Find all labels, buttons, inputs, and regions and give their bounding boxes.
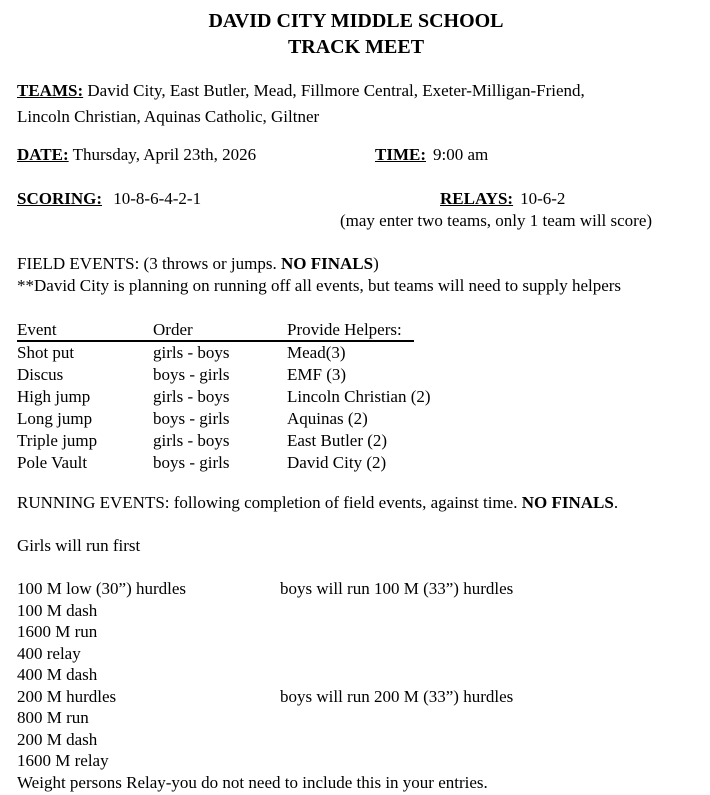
relays-value: 10-6-2 — [520, 189, 566, 208]
helpers-cell: Lincoln Christian (2) — [287, 387, 431, 406]
field-events-heading-text: FIELD EVENTS: (3 throws or jumps. — [17, 254, 281, 273]
field-events-no-finals: NO FINALS — [280, 254, 374, 273]
teams-section — [17, 78, 695, 130]
running-events-list — [17, 578, 695, 772]
run-event-name: 800 M run — [17, 708, 89, 727]
field-events-table-header — [17, 320, 414, 342]
table-row — [17, 342, 695, 364]
event-cell: Pole Vault — [17, 453, 88, 472]
table-row — [17, 364, 695, 386]
event-cell: Shot put — [17, 343, 75, 362]
running-events-heading-period: . — [613, 493, 619, 512]
list-item — [17, 729, 695, 751]
title-line-event: TRACK MEET — [287, 36, 425, 58]
list-item — [17, 643, 695, 665]
field-events-heading-close: ) — [373, 254, 379, 273]
header-helpers: Provide Helpers: — [287, 320, 402, 339]
event-cell: Triple jump — [17, 431, 98, 450]
run-event-boys-note: boys will run 100 M (33”) hurdles — [280, 579, 514, 598]
field-events-table — [17, 320, 695, 474]
order-cell: girls - boys — [153, 387, 230, 406]
page-title — [17, 8, 695, 60]
helpers-cell: Aquinas (2) — [287, 409, 368, 428]
time-block — [375, 144, 488, 166]
field-events-heading — [17, 253, 695, 275]
list-item — [17, 600, 695, 622]
running-events-heading-text: RUNNING EVENTS: following completion of field events, against time. — [17, 493, 522, 512]
run-event-name: 1600 M run — [17, 622, 98, 641]
scoring-relays-row — [17, 188, 695, 210]
teams-list-line1: David City, East Butler, Mead, Fillmore Central, Exeter-Milligan-Friend, — [87, 81, 585, 100]
header-event: Event — [17, 320, 57, 339]
order-cell: girls - boys — [153, 431, 230, 450]
scoring-label: SCORING: — [17, 189, 103, 208]
run-event-name: 200 M hurdles — [17, 686, 117, 706]
run-event-name: 100 M dash — [17, 600, 98, 620]
helpers-cell: East Butler (2) — [287, 431, 388, 450]
order-cell: boys - girls — [153, 365, 230, 384]
girls-first-note: Girls will run first — [17, 536, 141, 555]
list-item — [17, 707, 695, 729]
order-cell: boys - girls — [153, 453, 230, 472]
table-row — [17, 430, 695, 452]
date-label: DATE: — [17, 145, 69, 164]
field-events-note: **David City is planning on running off all events, but teams will need to supply helpers — [17, 276, 622, 295]
time-value: 9:00 am — [433, 145, 489, 164]
table-row — [17, 452, 695, 474]
time-label: TIME: — [375, 145, 426, 164]
helpers-cell: David City (2) — [287, 453, 387, 472]
list-item — [17, 578, 695, 600]
running-events-heading — [17, 492, 695, 514]
event-cell: Discus — [17, 365, 64, 384]
list-item — [17, 686, 695, 708]
title-line-school: DAVID CITY MIDDLE SCHOOL — [208, 10, 504, 32]
event-cell: High jump — [17, 387, 91, 406]
date-time-row — [17, 144, 695, 166]
teams-list-line2: Lincoln Christian, Aquinas Catholic, Giltner — [17, 107, 320, 126]
order-cell: boys - girls — [153, 409, 230, 428]
list-item — [17, 621, 695, 643]
scoring-value: 10-8-6-4-2-1 — [113, 189, 202, 208]
run-event-name: 100 M low (30”) hurdles — [17, 579, 187, 598]
run-event-name: 1600 M relay — [17, 751, 109, 770]
table-row — [17, 386, 695, 408]
relays-label: RELAYS: — [440, 189, 514, 208]
list-item — [17, 750, 695, 772]
run-event-name: 400 M dash — [17, 665, 98, 684]
run-event-name: 200 M dash — [17, 729, 98, 749]
run-event-name: 400 relay — [17, 643, 81, 663]
teams-label: TEAMS: — [17, 81, 84, 100]
relays-block — [440, 188, 565, 210]
event-cell: Long jump — [17, 409, 93, 428]
helpers-cell: EMF (3) — [287, 365, 347, 384]
table-row — [17, 408, 695, 430]
weight-relay-note: Weight persons Relay-you do not need to include this in your entries. — [17, 772, 488, 792]
header-order: Order — [153, 320, 193, 339]
run-event-boys-note: boys will run 200 M (33”) hurdles — [280, 686, 514, 706]
running-events-no-finals: NO FINALS — [521, 493, 614, 512]
order-cell: girls - boys — [153, 343, 230, 362]
helpers-cell: Mead(3) — [287, 343, 346, 362]
list-item — [17, 664, 695, 686]
date-value: Thursday, April 23th, 2026 — [72, 145, 257, 164]
relays-note: (may enter two teams, only 1 team will score) — [340, 211, 653, 230]
